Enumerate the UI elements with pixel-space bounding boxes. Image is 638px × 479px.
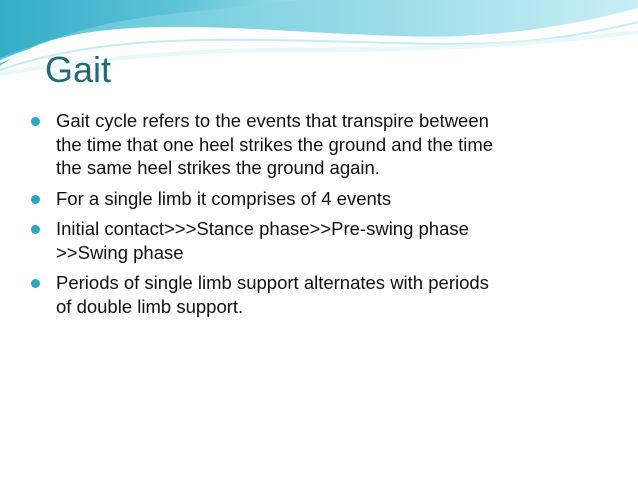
bullet-dot-icon [31, 279, 40, 288]
bullet-dot-icon [31, 195, 40, 204]
bullet-item [28, 187, 608, 211]
bullet-line: >>Swing phase [56, 241, 184, 263]
bullet-dot-icon [31, 225, 40, 234]
bullet-line: the same heel strikes the ground again. [56, 157, 380, 178]
bullet-line: the time that one heel strikes the ground and the time [56, 133, 494, 155]
bullet-dot-icon [31, 117, 40, 126]
bullet-line: Periods of single limb support alternates with periods [56, 272, 489, 293]
bullet-line: of double limb support. [56, 295, 244, 317]
bullet-list [28, 109, 608, 325]
bullet-item [28, 217, 608, 264]
bullet-line: Gait cycle refers to the events that transpire between [56, 110, 489, 131]
slide-title: Gait [45, 49, 112, 90]
bullet-line: For a single limb it comprises of 4 events [56, 187, 392, 209]
bullet-item [28, 109, 608, 180]
bullet-item [28, 271, 608, 318]
bullet-line: Initial contact>>>Stance phase>>Pre-swing phase [56, 218, 469, 239]
